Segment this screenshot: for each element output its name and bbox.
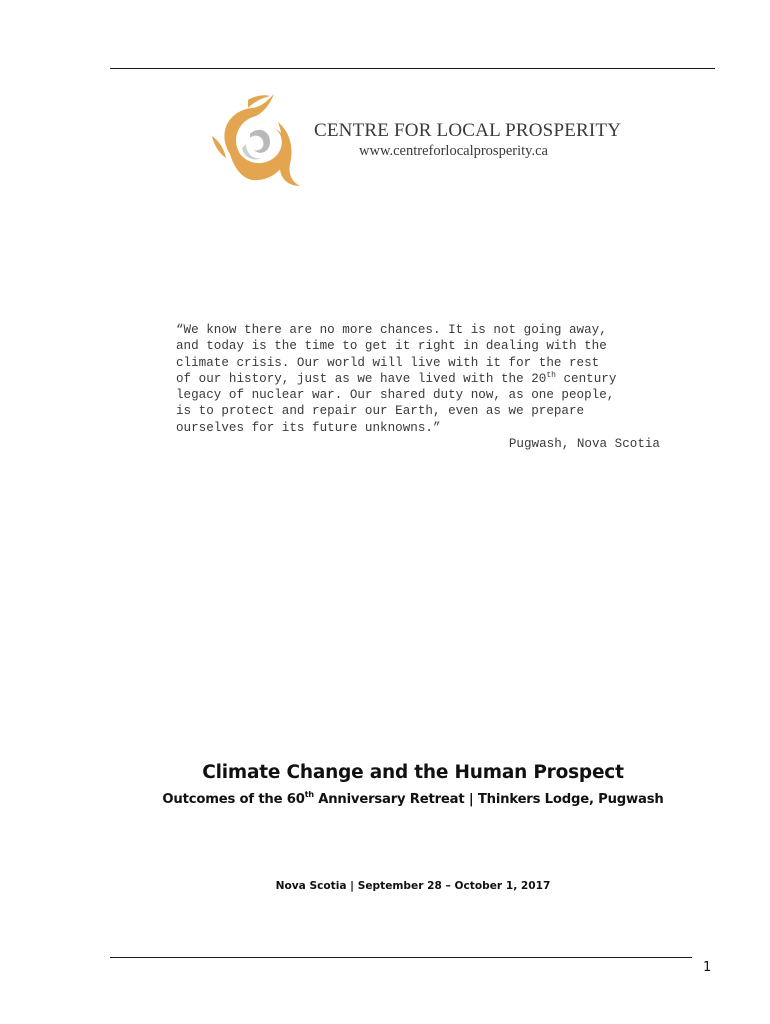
subtitle-text: Outcomes of the 60 bbox=[162, 792, 305, 807]
organization-name: CENTRE FOR LOCAL PROSPERITY bbox=[314, 120, 622, 141]
organization-logo bbox=[208, 92, 622, 192]
quote-line: legacy of nuclear war. Our shared duty now, as one people, bbox=[176, 388, 615, 403]
page-number: 1 bbox=[703, 960, 712, 975]
quote-line: climate crisis. Our world will live with it for the rest bbox=[176, 355, 600, 370]
organization-url: www.centreforlocalprosperity.ca bbox=[359, 143, 548, 159]
subtitle-text: Anniversary Retreat | Thinkers Lodge, Pugwash bbox=[313, 792, 664, 807]
quote-attribution: Pugwash, Nova Scotia bbox=[508, 437, 660, 451]
quote-line: is to protect and repair our Earth, even as we prepare bbox=[176, 404, 585, 419]
quote-line: ourselves for its future unknowns.” bbox=[176, 420, 441, 435]
quote-superscript: th bbox=[546, 370, 556, 380]
footer-rule bbox=[110, 957, 692, 958]
swirl-logo-icon bbox=[208, 92, 308, 192]
location-date-line: Nova Scotia | September 28 – October 1, 2017 bbox=[275, 880, 551, 892]
top-rule bbox=[110, 68, 715, 69]
subtitle-superscript: th bbox=[304, 790, 314, 799]
opening-quote bbox=[176, 322, 676, 436]
quote-line: century bbox=[555, 371, 617, 386]
quote-line: “We know there are no more chances. It is not going away, bbox=[176, 323, 607, 337]
quote-line: and today is the time to get it right in dealing with the bbox=[176, 339, 607, 354]
document-subtitle bbox=[0, 792, 770, 807]
quote-line: of our history, just as we have lived with the 20 bbox=[176, 371, 547, 386]
document-title: Climate Change and the Human Prospect bbox=[202, 762, 624, 783]
